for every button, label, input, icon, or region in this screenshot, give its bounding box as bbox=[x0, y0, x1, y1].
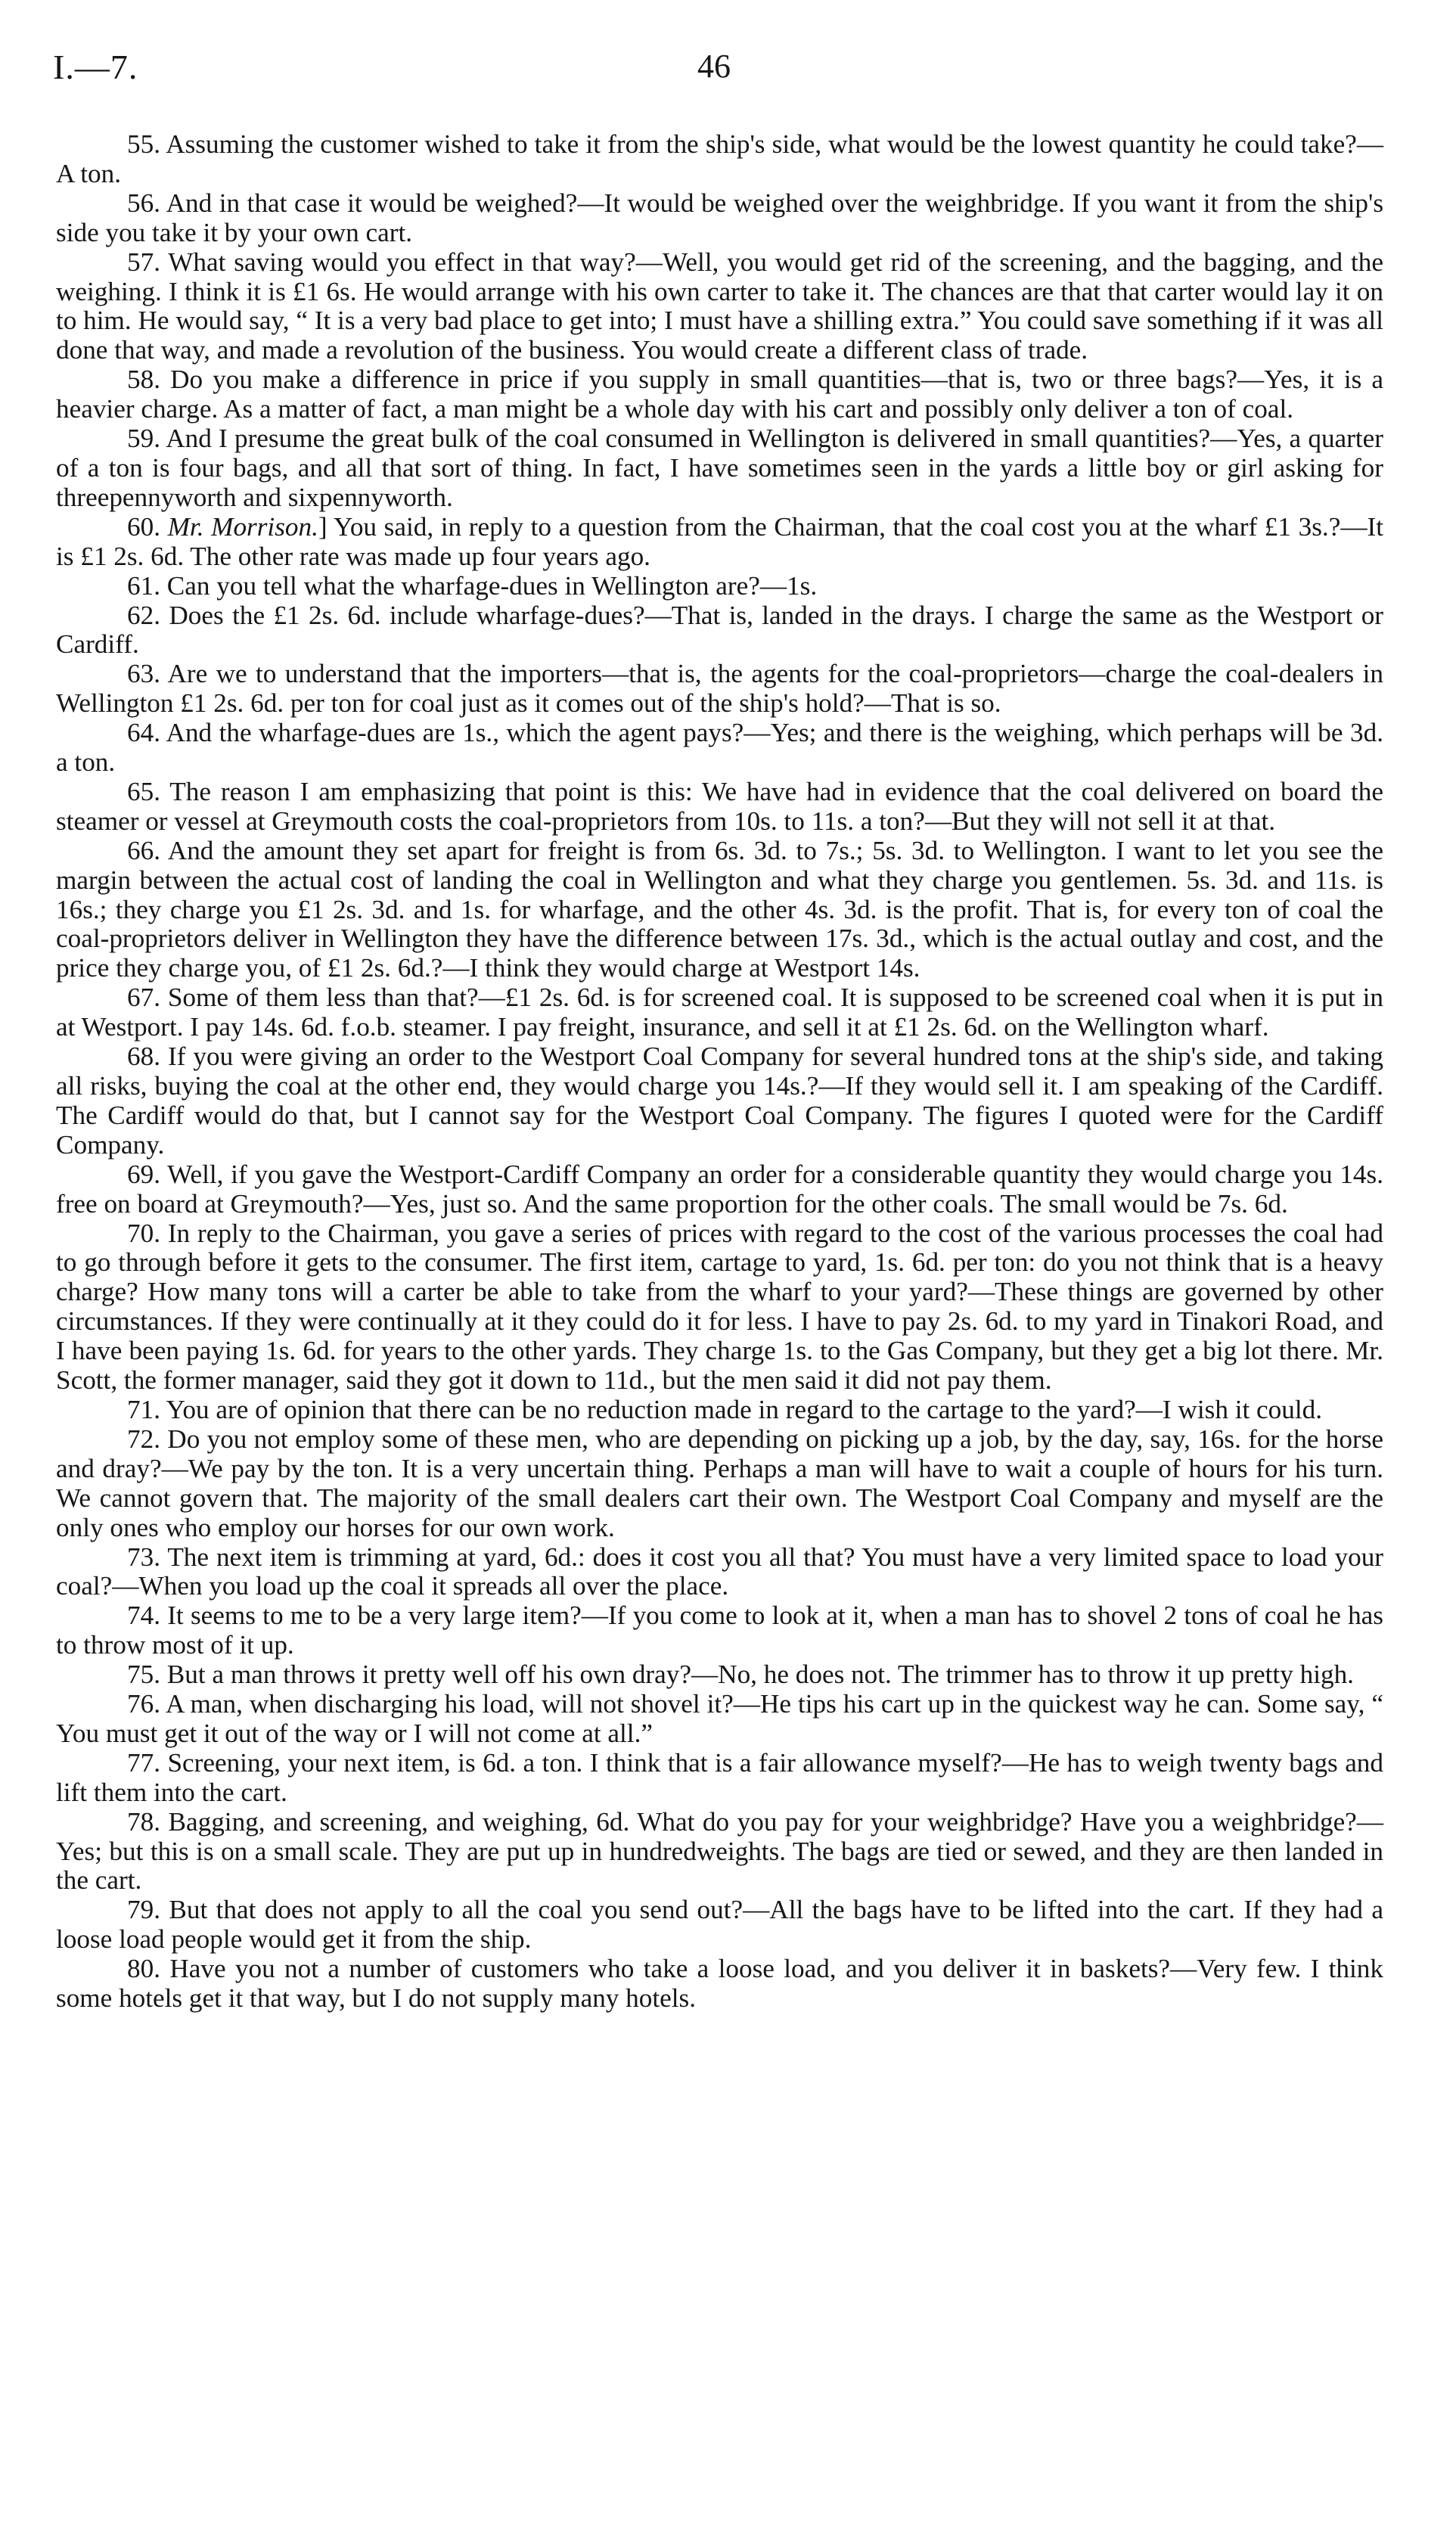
question-answer-text: You said, in reply to a question from the Chairman, that the coal cost you at the wharf £1 3s.?—It is £1 2s. 6d. The other rate was made up four years ago. bbox=[56, 511, 1383, 571]
question-number: 73. bbox=[127, 1542, 160, 1572]
question-number: 57. bbox=[127, 247, 160, 277]
question-answer-text: Some of them less than that?—£1 2s. 6d. is for screened coal. It is supposed to be screened coal when it is put in at Westport. I pay 14s. 6d. f.o.b. steamer. I pay freight, insurance, and sell it at £1 2s. 6d. on the Wellington wharf. bbox=[56, 983, 1384, 1042]
question-answer-text: Are we to understand that the importers—that is, the agents for the coal-proprietors—charge the coal-dealers in Wellington £1 2s. 6d. per ton for coal just as it comes out of the ship's hold?—That is so. bbox=[56, 659, 1384, 719]
question-57 bbox=[56, 248, 1383, 366]
question-number: 59. bbox=[127, 424, 160, 454]
question-answer-text: Assuming the customer wished to take it from the ship's side, what would be the lowest quantity he could take?—A ton. bbox=[56, 129, 1383, 188]
question-number: 76. bbox=[127, 1689, 160, 1719]
question-71 bbox=[56, 1396, 1383, 1425]
question-answer-text: A man, when discharging his load, will not shovel it?—He tips his cart up in the quickest way he can. Some say, “ You must get it out of the way or I will not come at all.” bbox=[56, 1689, 1383, 1748]
question-answer-text: Does the £1 2s. 6d. include wharfage-dues?—That is, landed in the drays. I charge the same as the Westport or Cardiff. bbox=[56, 600, 1383, 660]
question-79 bbox=[56, 1896, 1383, 1955]
question-number: 62. bbox=[127, 600, 160, 630]
question-58 bbox=[56, 365, 1383, 424]
question-number: 60. bbox=[127, 511, 160, 542]
question-61 bbox=[56, 572, 1383, 601]
question-number: 65. bbox=[127, 776, 160, 806]
question-answer-text: Can you tell what the wharfage-dues in Wellington are?—1s. bbox=[166, 570, 818, 601]
page-header bbox=[53, 47, 1392, 92]
question-number: 78. bbox=[127, 1806, 160, 1837]
question-60 bbox=[56, 513, 1383, 572]
question-76 bbox=[56, 1690, 1383, 1749]
question-74 bbox=[56, 1601, 1383, 1660]
question-67 bbox=[56, 983, 1383, 1042]
question-56 bbox=[56, 189, 1383, 248]
page-number: 46 bbox=[697, 48, 731, 85]
question-55 bbox=[56, 130, 1383, 189]
question-66 bbox=[56, 837, 1383, 984]
question-answer-text: In reply to the Chairman, you gave a series of prices with regard to the cost of the various processes the coal had to go through before it gets to the consumer. The first item, cartage to yard, 1s. 6d. per ton: do you not think that is a heavy charge? How many tons will a carter be able to take from the wharf to your yard?—These things are governed by other circumstances. If they were continually at it they could do it for less. I have to pay 2s. 6d. to my yard in Tinakori Road, and I have been paying 1s. 6d. for years to the other yards. They charge 1s. to the Gas Company, but they get a big lot there. Mr. Scott, the former manager, said they got it down to 11d., but the men said it did not pay them. bbox=[56, 1218, 1384, 1396]
question-number: 66. bbox=[127, 835, 160, 865]
question-answer-text: If you were giving an order to the Westport Coal Company for several hundred tons at the ship's side, and taking all risks, buying the coal at the other end, they would charge you 14s.?—If they would sell it. I am speaking of the Cardiff. The Cardiff would do that, but I cannot say for the Westport Coal Company. The figures I quoted were for the Cardiff Company. bbox=[56, 1042, 1383, 1160]
question-77 bbox=[56, 1749, 1383, 1808]
question-number: 61. bbox=[127, 570, 160, 601]
document-reference: I.—7. bbox=[53, 48, 138, 86]
question-number: 56. bbox=[127, 188, 160, 218]
question-number: 71. bbox=[127, 1394, 160, 1424]
question-number: 68. bbox=[127, 1042, 160, 1072]
question-number: 58. bbox=[127, 365, 160, 395]
question-number: 80. bbox=[127, 1954, 160, 1984]
question-answer-text: But that does not apply to all the coal you send out?—All the bags have to be lifted into the cart. If they had a loose load people would get it from the ship. bbox=[56, 1895, 1384, 1955]
question-80 bbox=[56, 1955, 1383, 2014]
question-59 bbox=[56, 424, 1383, 513]
question-answer-text: And in that case it would be weighed?—It would be weighed over the weighbridge. If you want it from the ship's side you take it by your own cart. bbox=[56, 188, 1384, 247]
question-answer-text: Do you make a difference in price if you supply in small quantities—that is, two or three bags?—Yes, it is a heavier charge. As a matter of fact, a man might be a whole day with his cart and possibly only deliver a ton of coal. bbox=[56, 365, 1383, 424]
question-69 bbox=[56, 1160, 1383, 1219]
question-answer-text: Well, if you gave the Westport-Cardiff Company an order for a considerable quantity they would charge you 14s. free on board at Greymouth?—Yes, just so. And the same proportion for the other coals. The small would be 7s. 6d. bbox=[56, 1159, 1383, 1219]
question-70 bbox=[56, 1219, 1383, 1396]
question-answer-text: Have you not a number of customers who take a loose load, and you deliver it in baskets?—Very few. I think some hotels get it that way, but I do not supply many hotels. bbox=[56, 1954, 1383, 2014]
question-number: 75. bbox=[127, 1660, 160, 1690]
question-answer-text: And I presume the great bulk of the coal consumed in Wellington is delivered in small quantities?—Yes, a quarter of a ton is four bags, and all that sort of thing. In fact, I have sometimes seen in the yards a little boy or girl asking for threepennyworth and sixpennyworth. bbox=[56, 424, 1383, 512]
question-answer-text: Bagging, and screening, and weighing, 6d. What do you pay for your weighbridge? Have you a weighbridge?—Yes; but this is on a small scale. They are put up in hundredweights. The bags are tied or sewed, and they are then landed in the cart. bbox=[56, 1806, 1383, 1896]
question-answer-text: The next item is trimming at yard, 6d.: does it cost you all that? You must have a very limited space to load your coal?—When you load up the coal it spreads all over the place. bbox=[56, 1542, 1384, 1601]
question-63 bbox=[56, 660, 1383, 719]
question-number: 67. bbox=[127, 983, 160, 1013]
question-72 bbox=[56, 1425, 1383, 1543]
question-65 bbox=[56, 778, 1383, 837]
question-answer-text: And the wharfage-dues are 1s., which the agent pays?—Yes; and there is the weighing, which perhaps will be 3d. a ton. bbox=[56, 718, 1383, 778]
question-75 bbox=[56, 1660, 1383, 1690]
question-number: 72. bbox=[127, 1424, 160, 1454]
question-number: 55. bbox=[127, 129, 160, 159]
question-number: 79. bbox=[127, 1895, 160, 1925]
question-number: 74. bbox=[127, 1601, 160, 1631]
question-number: 77. bbox=[127, 1747, 160, 1778]
question-answer-text: And the amount they set apart for freight is from 6s. 3d. to 7s.; 5s. 3d. to Wellington. I want to let you see the margin between the actual cost of landing the coal in Wellington and what they charge you gentlemen. 5s. 3d. and 11s. is 16s.; they charge you £1 2s. 3d. and 1s. for wharfage, and the other 4s. 3d. is the profit. That is, for every ton of coal the coal-proprietors deliver in Wellington they have the difference between 17s. 3d., which is the actual outlay and cost, and the price they charge you, of £1 2s. 6d.?—I think they would charge at Westport 14s. bbox=[56, 835, 1383, 983]
question-62 bbox=[56, 601, 1383, 660]
question-answer-text: Do you not employ some of these men, who are depending on picking up a job, by the day, say, 16s. for the horse and dray?—We pay by the ton. It is a very uncertain thing. Perhaps a man will have to wait a couple of hours for his turn. We cannot govern that. The majority of the small dealers cart their own. The Westport Coal Company and myself are the only ones who employ our horses for our own work. bbox=[56, 1424, 1384, 1542]
question-answer-text: But a man throws it pretty well off his own dray?—No, he does not. The trimmer has to throw it up pretty high. bbox=[166, 1660, 1354, 1690]
question-answer-text: It seems to me to be a very large item?—If you come to look at it, when a man has to shovel 2 tons of coal he has to throw most of it up. bbox=[56, 1601, 1383, 1660]
question-number: 64. bbox=[127, 718, 160, 748]
question-73 bbox=[56, 1543, 1383, 1602]
speaker-name: Mr. Morrison. bbox=[167, 511, 318, 542]
speaker-bracket: ] bbox=[318, 511, 328, 542]
question-answer-text: You are of opinion that there can be no reduction made in regard to the cartage to the yard?—I wish it could. bbox=[166, 1394, 1323, 1424]
question-78 bbox=[56, 1808, 1383, 1896]
question-answer-text: Screening, your next item, is 6d. a ton. I think that is a fair allowance myself?—He has to weigh twenty bags and lift them into the cart. bbox=[56, 1747, 1383, 1807]
question-number: 70. bbox=[127, 1218, 160, 1248]
question-answer-text: The reason I am emphasizing that point is this: We have had in evidence that the coal delivered on board the steamer or vessel at Greymouth costs the coal-proprietors from 10s. to 11s. a ton?—But they will not sell it at that. bbox=[56, 776, 1383, 836]
question-number: 63. bbox=[127, 659, 160, 689]
question-answer-text: What saving would you effect in that way?—Well, you would get rid of the screening, and the bagging, and the weighing. I think it is £1 6s. He would arrange with his own carter to take it. The chances are that that carter would lay it on to him. He would say, “ It is a very bad place to get into; I must have a shilling extra.” You could save something if it was all done that way, and made a revolution of the business. You would create a different class of trade. bbox=[56, 247, 1383, 365]
evidence-body bbox=[56, 130, 1383, 2014]
question-68 bbox=[56, 1042, 1383, 1160]
question-64 bbox=[56, 719, 1383, 778]
question-number: 69. bbox=[127, 1159, 160, 1189]
